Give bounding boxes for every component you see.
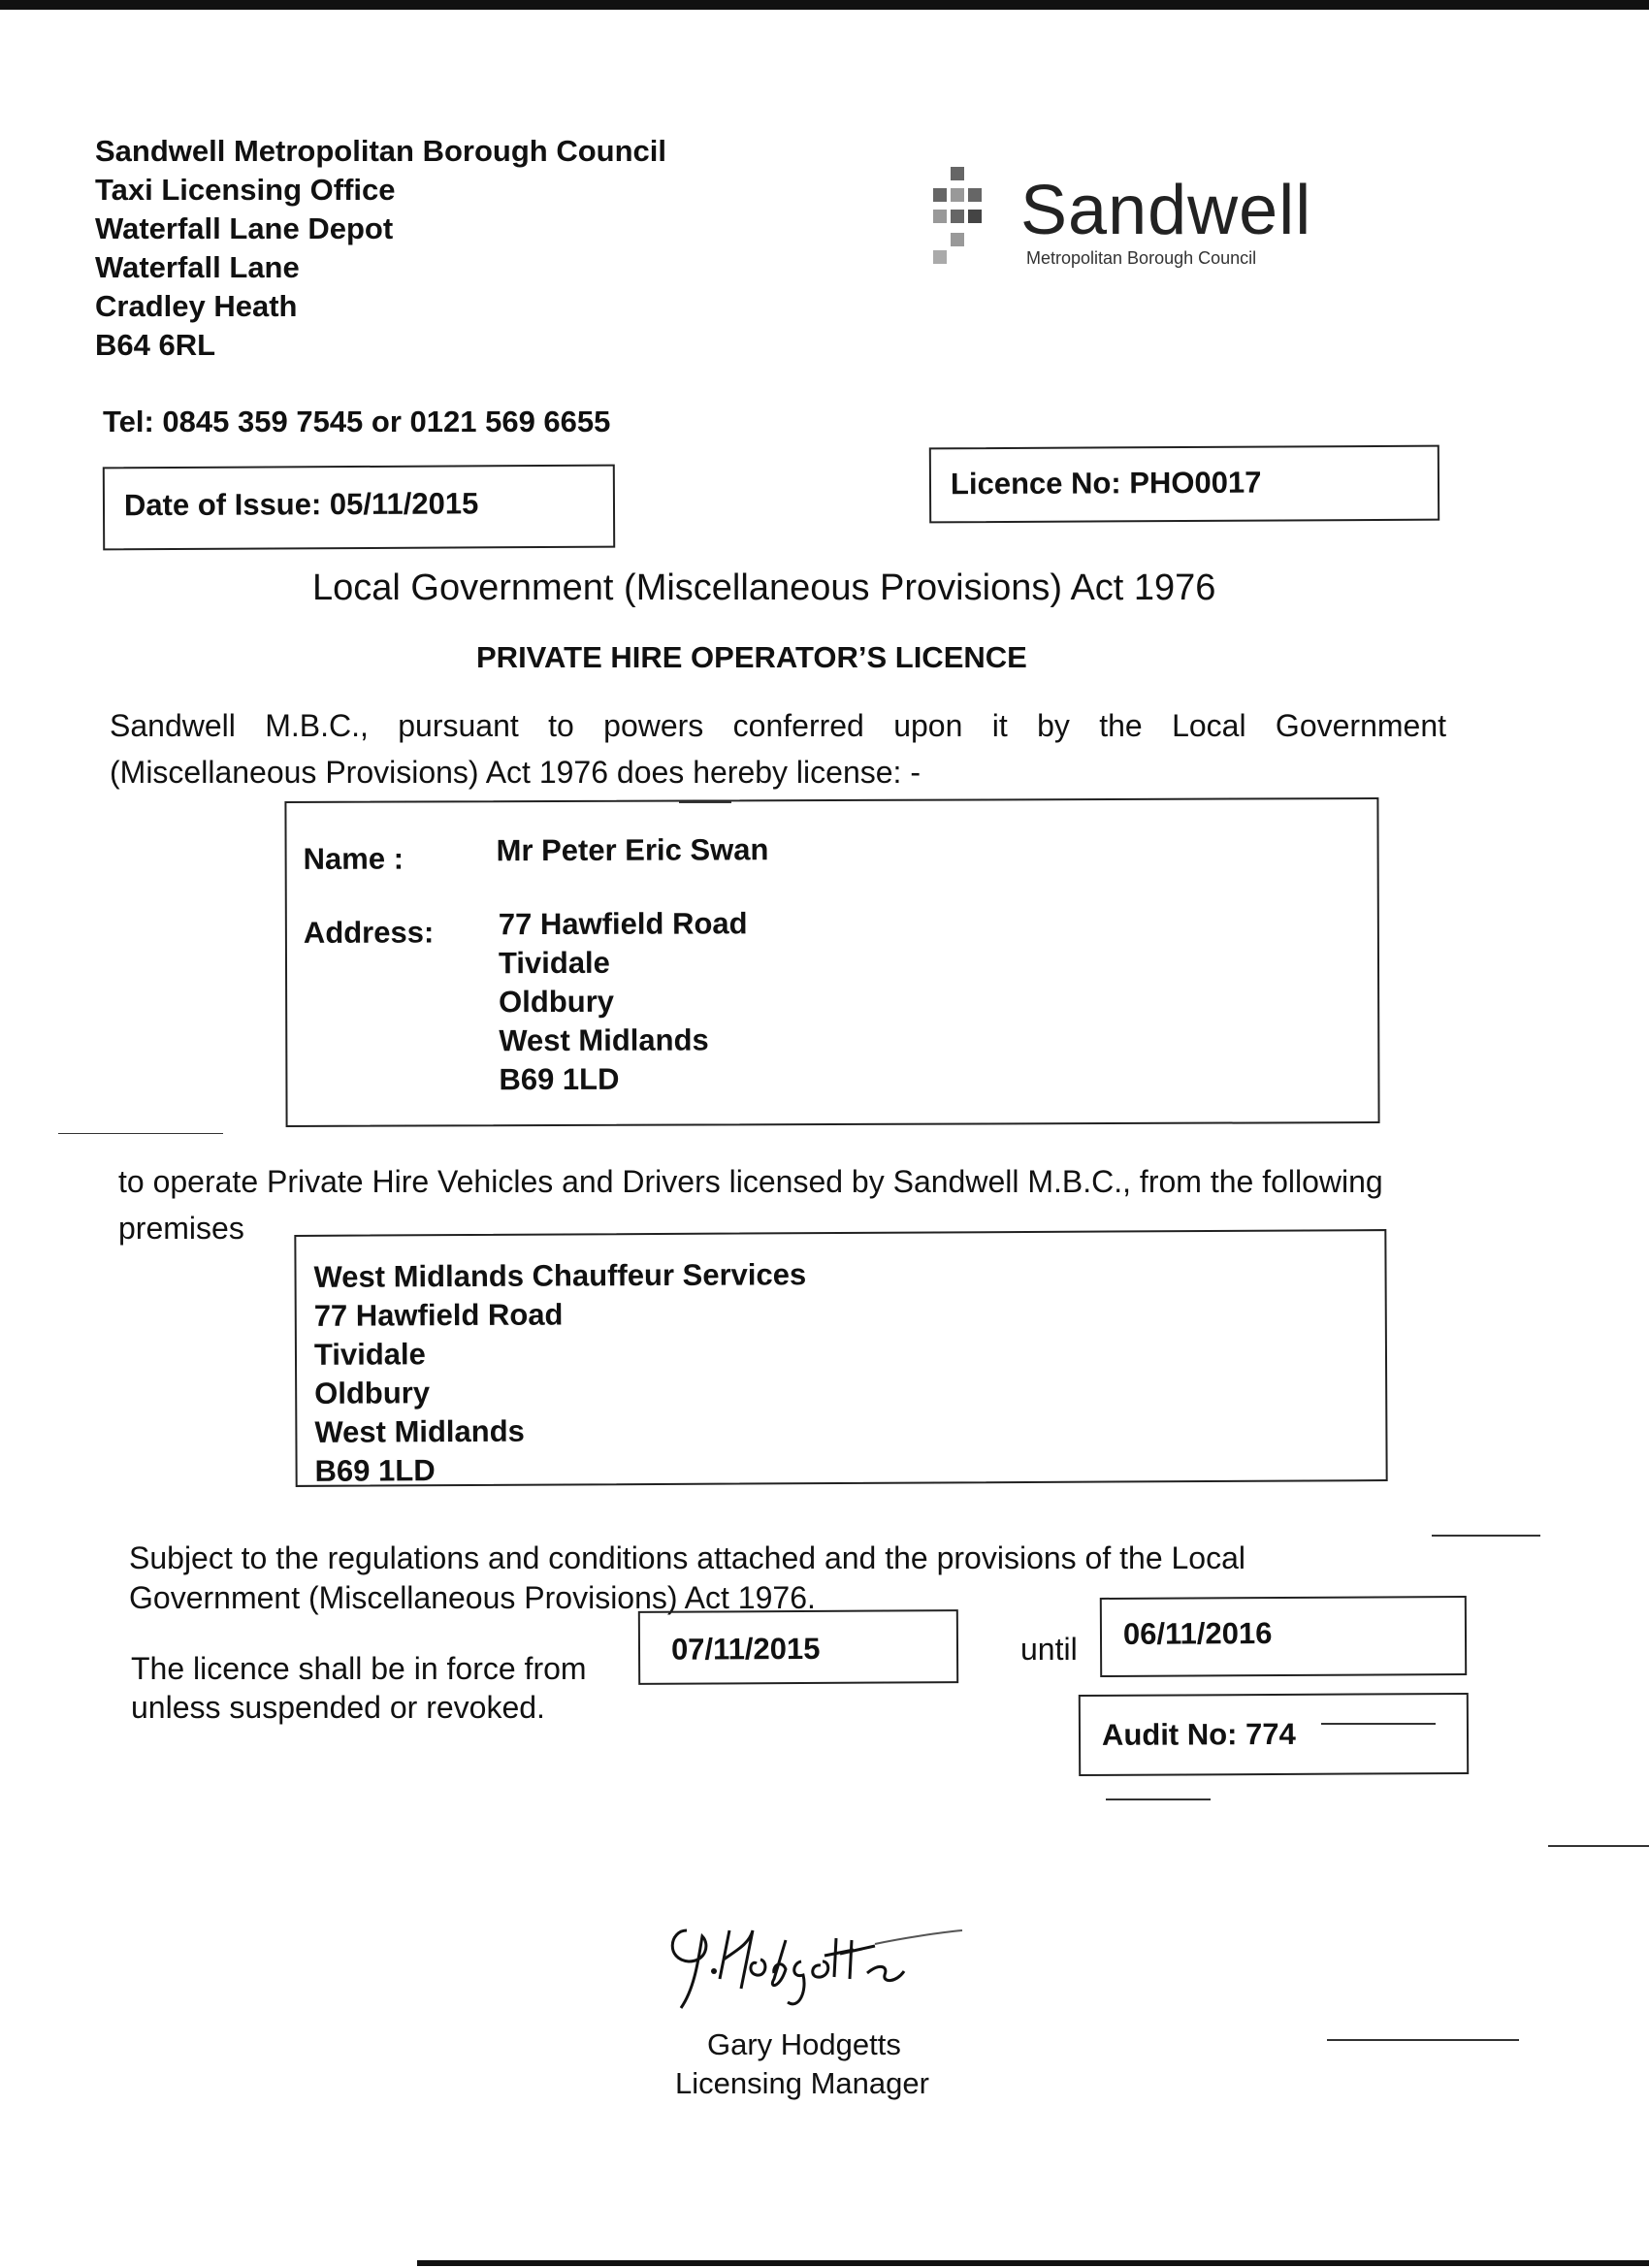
premises-line: Tividale [313,1337,426,1372]
licensee-name: Mr Peter Eric Swan [496,832,769,868]
scan-artifact [1321,1723,1436,1725]
logo-subtitle: Metropolitan Borough Council [1026,248,1257,268]
from-date-box [638,1609,958,1685]
address-line: Sandwell Metropolitan Borough Council [95,134,666,168]
from-date: 07/11/2015 [670,1631,821,1667]
scan-artifact [679,801,731,803]
licensee-address-line: Tividale [498,945,610,981]
premises-address [313,1255,807,1491]
date-of-issue: Date of Issue: 05/11/2015 [123,486,479,523]
audit-box [1079,1693,1469,1776]
licensee-address-line: B69 1LD [499,1061,620,1097]
subject-line-2: Government (Miscellaneous Provisions) Act 1976. [129,1580,816,1615]
premises-line: West Midlands Chauffeur Services [313,1257,807,1294]
operate-line-1: to operate Private Hire Vehicles and Drivers licensed by Sandwell M.B.C., from the following [118,1164,1383,1199]
signatory-name: Gary Hodgetts [707,2027,901,2061]
scan-artifact [1327,2039,1519,2041]
date-of-issue-box [103,465,615,551]
handwritten-signature [660,1901,980,2023]
operate-line-2: premises [118,1211,244,1246]
licence-number: Licence No: PHO0017 [950,465,1262,502]
subject-line-1: Subject to the regulations and conditions attached and the provisions of the Local [129,1540,1245,1575]
licensee-box [284,797,1379,1127]
name-label: Name : [303,841,404,876]
address-label: Address: [303,915,435,950]
address-line: Taxi Licensing Office [95,173,396,207]
licensee-address-line: Oldbury [499,984,615,1020]
audit-number: Audit No: 774 [1101,1716,1296,1752]
until-date-box [1100,1596,1467,1677]
premises-line: 77 Hawfield Road [313,1297,564,1333]
council-emblem-icon [922,165,999,272]
licence-title: PRIVATE HIRE OPERATOR’S LICENCE [476,640,1027,674]
until-label: until [1020,1632,1078,1667]
sandwell-logo [922,165,1368,281]
in-force-line-2: unless suspended or revoked. [131,1690,545,1725]
premises-line: Oldbury [314,1376,431,1410]
telephone: Tel: 0845 359 7545 or 0121 569 6655 [103,405,611,438]
scan-bottom-border [417,2260,1649,2266]
until-date: 06/11/2016 [1122,1616,1273,1651]
premises-line: B69 1LD [314,1453,436,1488]
intro-line-2: (Miscellaneous Provisions) Act 1976 does hereby license: - [110,755,921,790]
in-force-line-1: The licence shall be in force from [131,1651,587,1686]
intro-line-1: Sandwell M.B.C., pursuant to powers conferred upon it by the Local Government [110,708,1446,743]
scan-artifact [1432,1535,1540,1537]
address-line: Waterfall Lane [95,250,300,284]
council-address [95,132,666,365]
licensee-address-line: West Midlands [499,1022,709,1058]
logo-wordmark: Sandwell [1020,172,1312,249]
premises-box [294,1229,1387,1487]
licence-number-box [929,445,1439,524]
licensee-address [499,904,748,1099]
signatory-title: Licensing Manager [675,2066,929,2100]
licensee-address-line: 77 Hawfield Road [498,906,748,942]
scan-artifact [58,1133,223,1134]
address-line: Waterfall Lane Depot [95,211,394,245]
scan-artifact [1106,1798,1211,1800]
address-line: B64 6RL [95,328,216,362]
address-line: Cradley Heath [95,289,298,323]
scan-artifact [1548,1845,1649,1847]
scan-top-border [0,0,1649,10]
act-title: Local Government (Miscellaneous Provisions) Act 1976 [312,567,1216,608]
premises-line: West Midlands [314,1413,525,1449]
